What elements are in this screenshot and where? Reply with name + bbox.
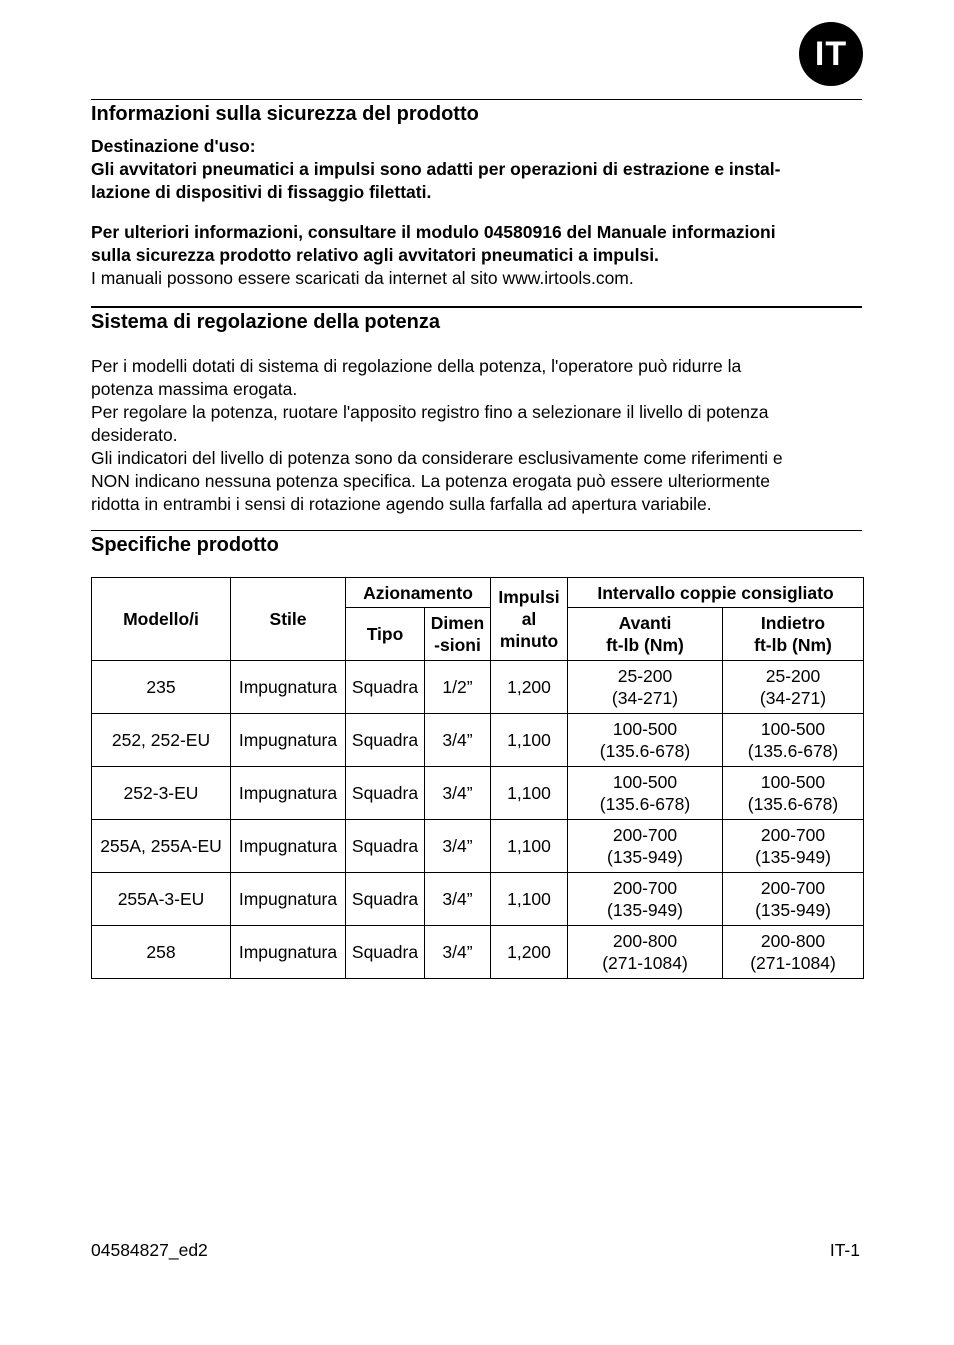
power-heading: Sistema di regolazione della potenza [91, 311, 440, 333]
specs-table [91, 577, 864, 979]
cell-forward-nm: (271-1084) [602, 953, 688, 973]
intended-use-label: Destinazione d'uso: [91, 136, 256, 156]
intended-use-line: lazione di dispositivi di fissaggio filettati. [91, 182, 432, 202]
cell-forward [568, 820, 723, 873]
cell-ipm: 1,200 [491, 661, 568, 714]
cell-forward-ftlb: 25-200 [617, 666, 673, 686]
cell-forward-nm: (34-271) [611, 688, 679, 708]
cell-style: Impugnatura [231, 661, 346, 714]
header-torque-range: Intervallo coppie consigliato [568, 578, 864, 608]
power-line: Per regolare la potenza, ruotare l'apposito registro fino a selezionare il livello di potenza [91, 402, 769, 422]
header-drive-size [425, 608, 491, 661]
power-line: ridotta in entrambi i sensi di rotazione agendo sulla farfalla ad apertura variabile. [91, 494, 712, 514]
cell-reverse [723, 873, 864, 926]
cell-size: 3/4” [425, 820, 491, 873]
cell-forward-ftlb: 100-500 [612, 719, 678, 739]
cell-type: Squadra [346, 873, 425, 926]
table-row [92, 714, 864, 767]
cell-reverse [723, 926, 864, 979]
cell-ipm: 1,100 [491, 767, 568, 820]
more-info-block [91, 221, 861, 290]
cell-style: Impugnatura [231, 926, 346, 979]
cell-size: 3/4” [425, 873, 491, 926]
cell-reverse-nm: (135-949) [755, 900, 831, 920]
cell-style: Impugnatura [231, 873, 346, 926]
header-drive-size-line: Dimen [430, 613, 485, 633]
cell-type: Squadra [346, 926, 425, 979]
power-line: desiderato. [91, 425, 178, 445]
table-row [92, 820, 864, 873]
header-model: Modello/i [92, 578, 231, 661]
cell-reverse-nm: (34-271) [759, 688, 827, 708]
divider-top [91, 99, 862, 100]
intended-use-line: Gli avvitatori pneumatici a impulsi sono adatti per operazioni di estrazione e instal- [91, 159, 781, 179]
cell-forward-ftlb: 200-800 [612, 931, 678, 951]
header-forward [568, 608, 723, 661]
language-badge: IT [799, 22, 863, 86]
cell-ipm: 1,100 [491, 820, 568, 873]
cell-forward-ftlb: 200-700 [612, 825, 678, 845]
header-impacts [491, 578, 568, 661]
table-row [92, 873, 864, 926]
cell-type: Squadra [346, 820, 425, 873]
table-row [92, 661, 864, 714]
cell-style: Impugnatura [231, 820, 346, 873]
cell-reverse-ftlb: 100-500 [760, 719, 826, 739]
cell-model: 252-3-EU [92, 767, 231, 820]
specs-heading: Specifiche prodotto [91, 534, 279, 556]
cell-reverse [723, 661, 864, 714]
intended-use-block [91, 135, 861, 204]
divider-specs [91, 530, 862, 531]
table-row [92, 767, 864, 820]
cell-forward [568, 714, 723, 767]
cell-reverse-ftlb: 200-700 [760, 878, 826, 898]
cell-forward-ftlb: 200-700 [612, 878, 678, 898]
cell-size: 3/4” [425, 714, 491, 767]
header-reverse-line: Indietro [760, 613, 826, 633]
cell-ipm: 1,200 [491, 926, 568, 979]
cell-reverse-nm: (271-1084) [750, 953, 836, 973]
header-reverse [723, 608, 864, 661]
cell-style: Impugnatura [231, 767, 346, 820]
cell-reverse-ftlb: 100-500 [760, 772, 826, 792]
power-line: Per i modelli dotati di sistema di regolazione della potenza, l'operatore può ridurre la [91, 356, 742, 376]
cell-forward [568, 926, 723, 979]
header-drive: Azionamento [346, 578, 491, 608]
cell-reverse [723, 767, 864, 820]
header-drive-size-line: -sioni [434, 635, 481, 655]
power-body [91, 355, 861, 516]
cell-model: 252, 252-EU [92, 714, 231, 767]
cell-size: 3/4” [425, 926, 491, 979]
cell-style: Impugnatura [231, 714, 346, 767]
header-forward-line: Avanti [618, 613, 672, 633]
table-row [92, 926, 864, 979]
cell-reverse-nm: (135-949) [755, 847, 831, 867]
power-line: potenza massima erogata. [91, 379, 298, 399]
more-info-line: sulla sicurezza prodotto relativo agli avvitatori pneumatici a impulsi. [91, 245, 659, 265]
more-info-line: Per ulteriori informazioni, consultare il modulo 04580916 del Manuale informazioni [91, 222, 776, 242]
divider-power [91, 306, 862, 308]
cell-reverse-nm: (135.6-678) [747, 794, 839, 814]
header-forward-line: ft-lb (Nm) [606, 635, 684, 655]
cell-forward-nm: (135.6-678) [599, 741, 691, 761]
footer-doc-code: 04584827_ed2 [91, 1240, 208, 1260]
download-note: I manuali possono essere scaricati da internet al sito www.irtools.com. [91, 268, 634, 288]
cell-model: 235 [92, 661, 231, 714]
header-style: Stile [231, 578, 346, 661]
header-impacts-line: al [521, 609, 537, 629]
cell-model: 255A, 255A-EU [92, 820, 231, 873]
cell-forward-ftlb: 100-500 [612, 772, 678, 792]
cell-reverse-ftlb: 200-800 [760, 931, 826, 951]
cell-size: 1/2” [425, 661, 491, 714]
power-line: NON indicano nessuna potenza specifica. La potenza erogata può essere ulteriormente [91, 471, 771, 491]
cell-forward [568, 661, 723, 714]
header-impacts-line: minuto [499, 631, 559, 651]
cell-ipm: 1,100 [491, 873, 568, 926]
cell-reverse-ftlb: 25-200 [765, 666, 821, 686]
cell-ipm: 1,100 [491, 714, 568, 767]
power-line: Gli indicatori del livello di potenza sono da considerare esclusivamente come riferimenti e [91, 448, 783, 468]
cell-forward [568, 767, 723, 820]
cell-reverse [723, 714, 864, 767]
cell-type: Squadra [346, 661, 425, 714]
cell-forward-nm: (135-949) [607, 900, 683, 920]
cell-type: Squadra [346, 767, 425, 820]
cell-size: 3/4” [425, 767, 491, 820]
cell-model: 258 [92, 926, 231, 979]
cell-reverse-nm: (135.6-678) [747, 741, 839, 761]
safety-heading: Informazioni sulla sicurezza del prodotto [91, 103, 479, 125]
header-impacts-line: Impulsi [498, 587, 560, 607]
cell-forward-nm: (135-949) [607, 847, 683, 867]
cell-model: 255A-3-EU [92, 873, 231, 926]
cell-forward-nm: (135.6-678) [599, 794, 691, 814]
cell-reverse-ftlb: 200-700 [760, 825, 826, 845]
cell-type: Squadra [346, 714, 425, 767]
cell-forward [568, 873, 723, 926]
cell-reverse [723, 820, 864, 873]
header-reverse-line: ft-lb (Nm) [754, 635, 832, 655]
footer-page-number: IT-1 [829, 1240, 860, 1260]
header-drive-type: Tipo [346, 608, 425, 661]
